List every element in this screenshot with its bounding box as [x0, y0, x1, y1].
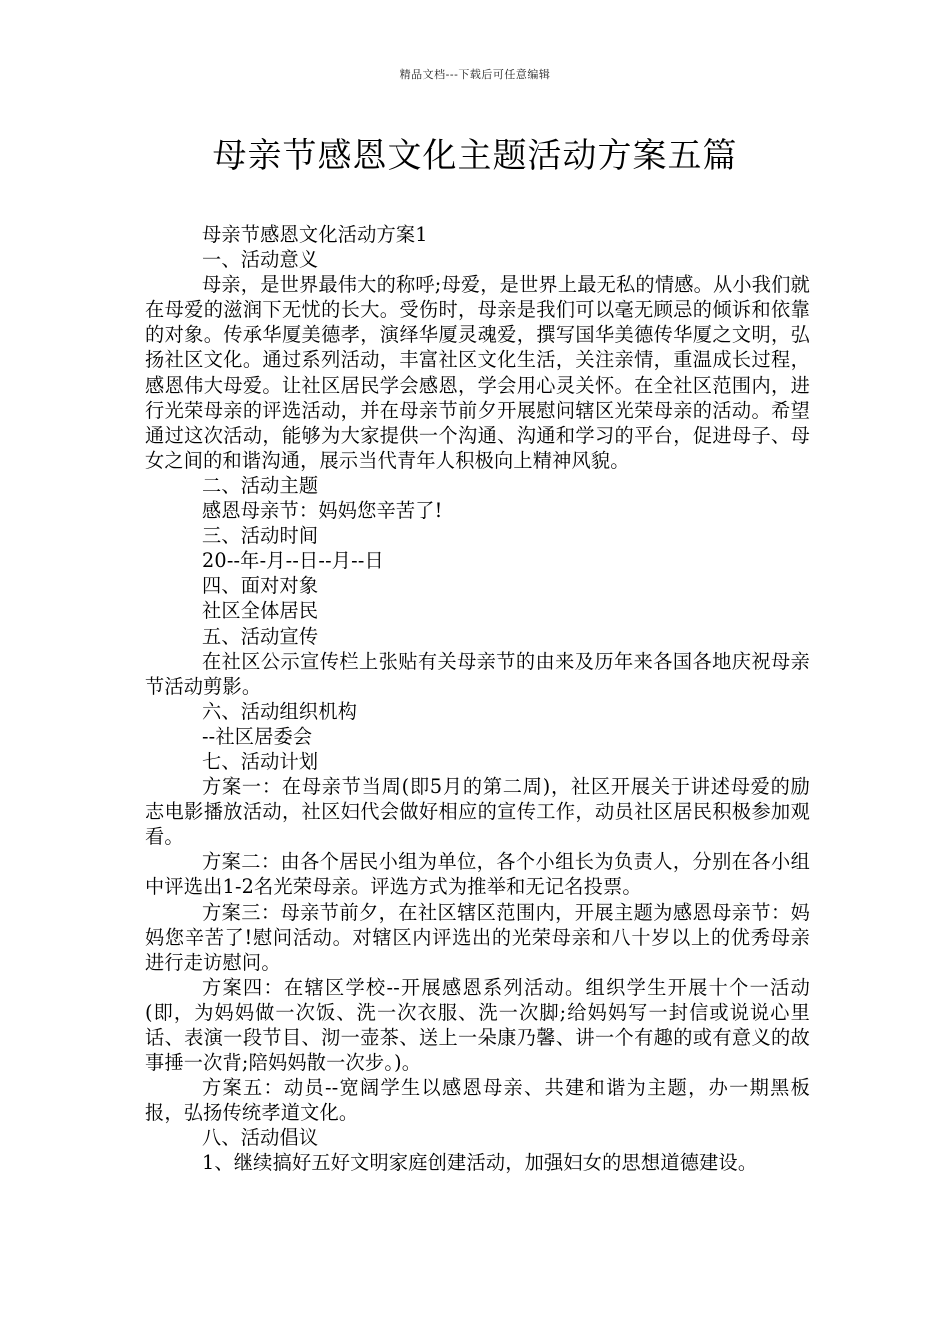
paragraph-audience: 社区全体居民 — [202, 599, 319, 623]
plan-heading: 母亲节感恩文化活动方案1 — [202, 223, 428, 246]
paragraph-plan-5: 方案五：动员--宽阔学生以感恩母亲、共建和谐为主题，办一期黑板报，弘扬传统孝道文化。 — [145, 1076, 810, 1125]
header-note: 精品文档---下载后可任意编辑 — [399, 68, 551, 81]
document-body — [145, 222, 810, 1176]
paragraph-theme: 感恩母亲节：妈妈您辛苦了! — [202, 499, 443, 523]
paragraph-organizer: --社区居委会 — [202, 724, 313, 748]
paragraph-plan-2: 方案二：由各个居民小组为单位，各个小组长为负责人，分别在各小组中评选出1-2名光荣母亲。评选方式为推举和无记名投票。 — [145, 850, 810, 899]
paragraph-initiative-1: 1、继续搞好五好文明家庭创建活动，加强妇女的思想道德建设。 — [202, 1151, 758, 1175]
paragraph-publicity: 在社区公示宣传栏上张贴有关母亲节的由来及历年来各国各地庆祝母亲节活动剪影。 — [145, 649, 810, 698]
section-heading-theme: 二、活动主题 — [202, 473, 319, 497]
section-heading-organizer: 六、活动组织机构 — [202, 699, 358, 723]
section-heading-audience: 四、面对对象 — [202, 574, 319, 598]
section-heading-time: 三、活动时间 — [202, 524, 319, 548]
section-heading-significance: 一、活动意义 — [202, 248, 319, 272]
section-heading-publicity: 五、活动宣传 — [202, 624, 319, 648]
paragraph-plan-4: 方案四：在辖区学校--开展感恩系列活动。组织学生开展十个一活动(即，为妈妈做一次饭、洗一次衣服、洗一次脚;给妈妈写一封信或说说心里话、表演一段节目、沏一壶茶、送上一朵康乃馨、讲一个有趣的或有意义的故事捶一次背;陪妈妈散一次步。)。 — [145, 975, 810, 1075]
paragraph-plan-1: 方案一：在母亲节当周(即5月的第二周)，社区开展关于讲述母爱的励志电影播放活动，社区妇代会做好相应的宣传工作，动员社区居民积极参加观看。 — [145, 775, 810, 849]
document-title: 母亲节感恩文化主题活动方案五篇 — [212, 136, 738, 176]
paragraph-time: 20--年-月--日--月--日 — [202, 549, 384, 573]
paragraph-significance: 母亲，是世界最伟大的称呼;母爱，是世界上最无私的情感。从小我们就在母爱的滋润下无忧的长大。受伤时，母亲是我们可以毫无顾忌的倾诉和依靠的对象。传承华厦美德孝，演绎华厦灵魂爱，撰写国华美德传华厦之文明，弘扬社区文化。通过系列活动，丰富社区文化生活，关注亲情，重温成长过程，感恩伟大母爱。让社区居民学会感恩，学会用心灵关怀。在全社区范围内，进行光荣母亲的评选活动，并在母亲节前夕开展慰问辖区光荣母亲的活动。希望通过这次活动，能够为大家提供一个沟通、沟通和学习的平台，促进母子、母女之间的和谐沟通，展示当代青年人积极向上精神风貌。 — [145, 273, 810, 472]
paragraph-plan-3: 方案三：母亲节前夕，在社区辖区范围内，开展主题为感恩母亲节：妈妈您辛苦了!慰问活动。对辖区内评选出的光荣母亲和八十岁以上的优秀母亲进行走访慰问。 — [145, 900, 810, 974]
section-heading-plan: 七、活动计划 — [202, 749, 319, 773]
section-heading-initiative: 八、活动倡议 — [202, 1126, 319, 1150]
